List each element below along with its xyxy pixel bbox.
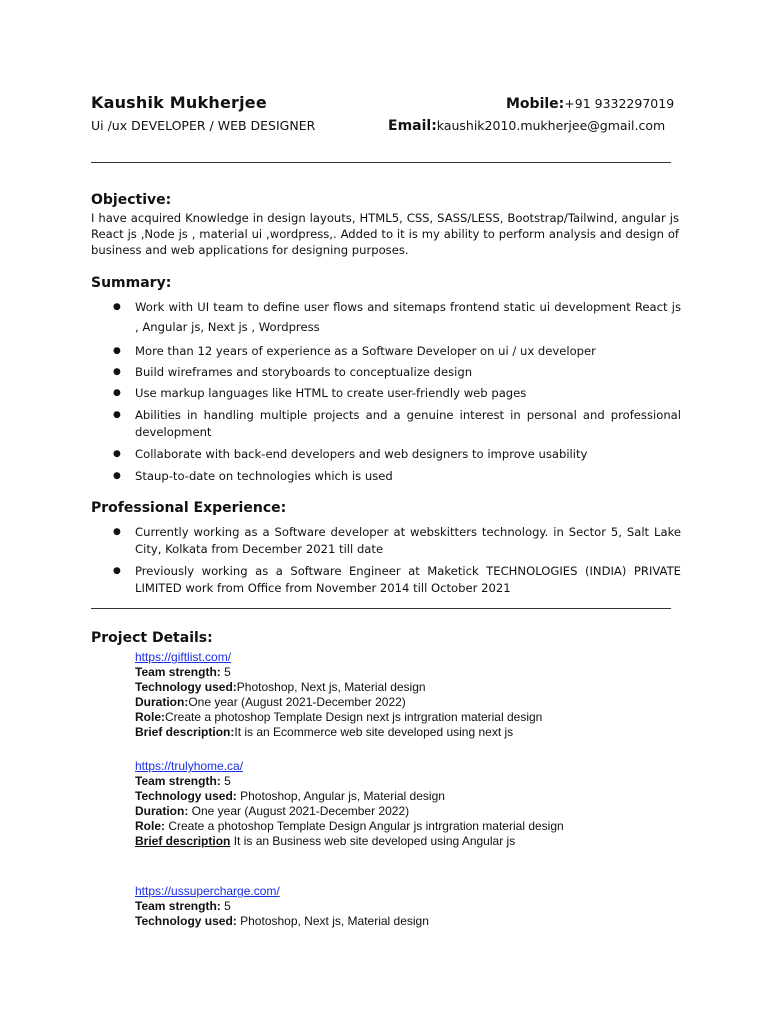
list-item: ● Staup-to-date on technologies which is used	[113, 469, 393, 483]
candidate-name: Kaushik Mukherjee	[91, 93, 267, 112]
bullet-icon: ●	[113, 346, 121, 356]
role: Role: Create a photoshop Template Design Angular js intrgration material design	[135, 819, 564, 833]
project-giftlist	[135, 650, 695, 740]
list-item: ● Abilities in handling multiple projects and a genuine interest in personal and professional development	[113, 408, 681, 439]
list-item: ● Previously working as a Software Engineer at Maketick TECHNOLOGIES (INDIA) PRIVATE LIMITED work from Office from November 2014 till October 2021	[113, 564, 681, 595]
brief-description: Brief description It is an Business web site developed using Angular js	[135, 834, 516, 848]
bullet-icon: ●	[113, 449, 121, 459]
mobile-label: Mobile:	[506, 96, 565, 112]
summary-list	[91, 297, 681, 485]
team-strength: Team strength: 5	[135, 899, 231, 913]
experience-list	[91, 524, 681, 597]
divider-top	[91, 162, 671, 163]
email-contact	[388, 118, 665, 134]
mobile-contact	[506, 96, 674, 112]
bullet-icon: ●	[113, 302, 121, 312]
bullet-icon: ●	[113, 471, 121, 481]
technology-used: Technology used:Photoshop, Next js, Material design	[135, 680, 426, 694]
list-item: ● Use markup languages like HTML to create user-friendly web pages	[113, 386, 527, 400]
mobile-number: +91 9332297019	[564, 96, 675, 111]
list-item: ● More than 12 years of experience as a Software Developer on ui / ux developer	[113, 344, 596, 358]
bullet-icon: ●	[113, 527, 121, 537]
list-item: ● Collaborate with back-end developers and web designers to improve usability	[113, 447, 588, 461]
team-strength: Team strength: 5	[135, 665, 231, 679]
duration: Duration: One year (August 2021-December 2022)	[135, 804, 410, 818]
project-link[interactable]: https://ussupercharge.com/	[135, 884, 280, 898]
role: Role:Create a photoshop Template Design next js intrgration material design	[135, 710, 543, 724]
summary-heading: Summary:	[91, 275, 172, 291]
team-strength: Team strength: 5	[135, 774, 231, 788]
bullet-icon: ●	[113, 367, 121, 377]
brief-description: Brief description:It is an Ecommerce web site developed using next js	[135, 725, 514, 739]
email-address: kaushik2010.mukherjee@gmail.com	[436, 118, 666, 133]
experience-heading: Professional Experience:	[91, 500, 287, 516]
project-ussupercharge	[135, 884, 695, 929]
list-item: ● Work with UI team to define user flows and sitemaps frontend static ui development React js , Angular js, Next js , Wordpress	[91, 297, 681, 337]
projects-heading: Project Details:	[91, 630, 213, 646]
project-link[interactable]: https://giftlist.com/	[135, 650, 232, 664]
email-label: Email:	[388, 118, 437, 134]
project-trulyhome	[135, 759, 695, 849]
divider-bottom	[91, 608, 671, 609]
objective-text: I have acquired Knowledge in design layouts, HTML5, CSS, SASS/LESS, Bootstrap/Tailwind, angular js React js ,Node js , material ui ,wordpress,. Added to it is my ability to perform analysis and design of business and web applications for designing purposes.	[91, 211, 679, 257]
list-item: ● Build wireframes and storyboards to conceptualize design	[113, 365, 473, 379]
duration: Duration:One year (August 2021-December 2022)	[135, 695, 406, 709]
project-link[interactable]: https://trulyhome.ca/	[135, 759, 244, 773]
job-title: Ui /ux DEVELOPER / WEB DESIGNER	[91, 118, 316, 133]
bullet-icon: ●	[113, 566, 121, 576]
bullet-icon: ●	[113, 388, 121, 398]
bullet-icon: ●	[113, 410, 121, 420]
objective-heading: Objective:	[91, 192, 172, 208]
list-item: ● Currently working as a Software developer at webskitters technology. in Sector 5, Salt Lake City, Kolkata from December 2021 till date	[113, 525, 681, 556]
technology-used: Technology used: Photoshop, Angular js, Material design	[135, 789, 445, 803]
technology-used: Technology used: Photoshop, Next js, Material design	[135, 914, 429, 928]
